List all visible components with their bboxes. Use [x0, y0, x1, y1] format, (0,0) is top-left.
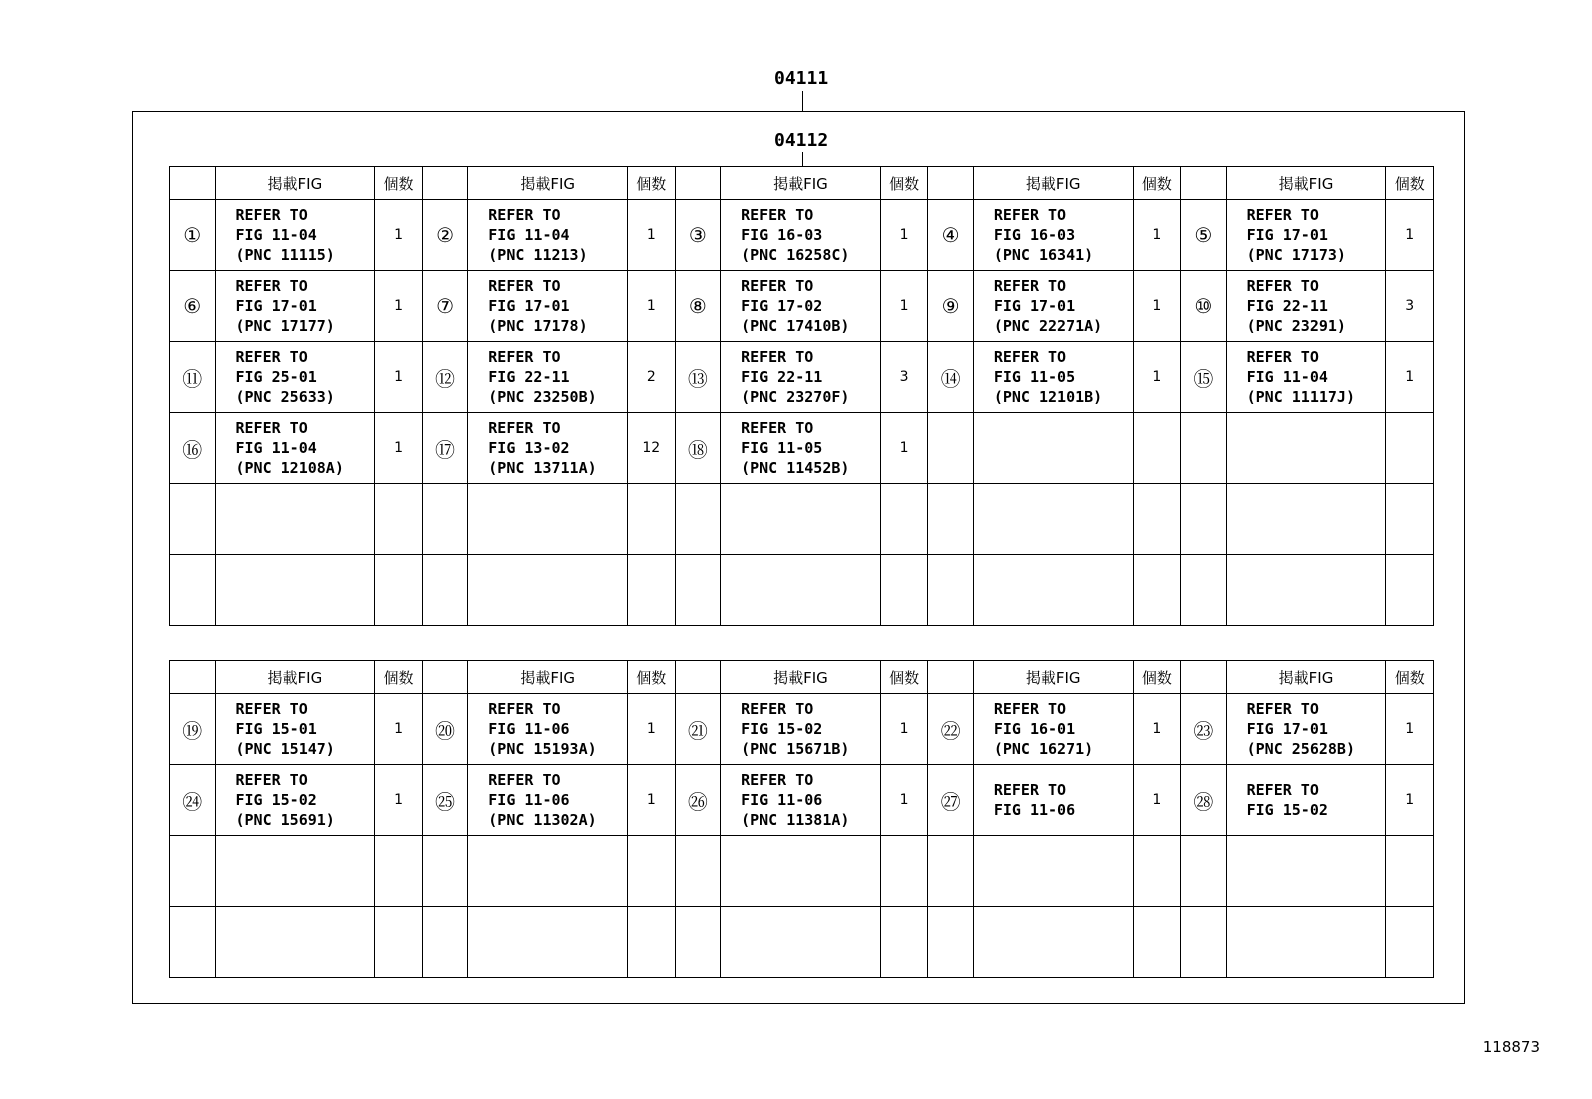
fig-reference — [973, 484, 1133, 555]
item-number: ⑭ — [928, 342, 974, 413]
item-number — [1181, 836, 1227, 907]
item-number — [675, 907, 721, 978]
item-number: ㉕ — [422, 765, 468, 836]
item-number: ⑦ — [422, 271, 468, 342]
header-fig: 掲載FIG — [721, 661, 881, 694]
fig-reference — [468, 694, 628, 765]
reference-line: REFER TO — [235, 277, 308, 295]
fig-reference — [215, 271, 375, 342]
fig-reference — [1226, 484, 1386, 555]
quantity: 1 — [1386, 200, 1434, 271]
item-number: ③ — [675, 200, 721, 271]
reference-line: (PNC 11452B) — [741, 459, 850, 477]
item-number — [1181, 413, 1227, 484]
quantity: 1 — [628, 694, 676, 765]
reference-line: REFER TO — [488, 348, 561, 366]
item-number: ㉑ — [675, 694, 721, 765]
reference-line: (PNC 25633) — [235, 388, 335, 406]
reference-line: REFER TO — [1246, 700, 1319, 718]
reference-line: REFER TO — [488, 419, 561, 437]
header-blank — [928, 661, 974, 694]
fig-reference — [973, 765, 1133, 836]
reference-line: REFER TO — [235, 700, 308, 718]
reference-line: REFER TO — [741, 771, 814, 789]
fig-reference — [973, 271, 1133, 342]
quantity — [628, 555, 676, 626]
item-number — [1181, 907, 1227, 978]
fig-reference — [215, 907, 375, 978]
reference-line: (PNC 15691) — [235, 811, 335, 829]
reference-line: FIG 16-03 — [993, 226, 1076, 244]
fig-reference — [721, 907, 881, 978]
table-row — [170, 342, 1434, 413]
table-row — [170, 200, 1434, 271]
fig-reference — [973, 907, 1133, 978]
quantity — [1133, 907, 1181, 978]
item-number — [170, 555, 216, 626]
reference-line: (PNC 15193A) — [488, 740, 597, 758]
quantity: 1 — [628, 200, 676, 271]
quantity — [628, 836, 676, 907]
item-number: ⑲ — [170, 694, 216, 765]
item-number: ⑨ — [928, 271, 974, 342]
fig-reference — [1226, 836, 1386, 907]
item-number — [422, 555, 468, 626]
reference-line: REFER TO — [741, 700, 814, 718]
reference-line: FIG 16-01 — [993, 720, 1076, 738]
table-row — [170, 907, 1434, 978]
item-number — [1181, 555, 1227, 626]
quantity: 3 — [1386, 271, 1434, 342]
quantity: 3 — [880, 342, 928, 413]
header-blank — [422, 661, 468, 694]
quantity — [628, 907, 676, 978]
item-number — [928, 907, 974, 978]
item-number — [928, 555, 974, 626]
reference-line: FIG 15-01 — [235, 720, 317, 738]
item-number: ⑥ — [170, 271, 216, 342]
header-blank — [1181, 167, 1227, 200]
reference-line: FIG 17-01 — [1246, 720, 1328, 738]
reference-line: REFER TO — [993, 277, 1067, 295]
item-number: ㉗ — [928, 765, 974, 836]
header-fig: 掲載FIG — [1226, 167, 1386, 200]
reference-line: (PNC 16271) — [993, 740, 1094, 758]
fig-reference — [973, 413, 1133, 484]
fig-reference — [1226, 271, 1386, 342]
item-number — [675, 484, 721, 555]
quantity — [375, 907, 423, 978]
quantity — [880, 907, 928, 978]
header-qty: 個数 — [628, 661, 676, 694]
reference-line: FIG 17-01 — [993, 297, 1076, 315]
header-qty: 個数 — [1386, 167, 1434, 200]
fig-reference — [721, 413, 881, 484]
item-number — [928, 836, 974, 907]
header-qty: 個数 — [880, 167, 928, 200]
quantity: 1 — [375, 342, 423, 413]
item-number: ② — [422, 200, 468, 271]
item-number: ⑬ — [675, 342, 721, 413]
quantity: 1 — [628, 271, 676, 342]
reference-line: (PNC 15671B) — [741, 740, 850, 758]
quantity — [375, 555, 423, 626]
header-fig: 掲載FIG — [468, 661, 628, 694]
fig-reference — [973, 342, 1133, 413]
quantity: 1 — [375, 694, 423, 765]
fig-reference — [468, 555, 628, 626]
quantity — [1386, 836, 1434, 907]
item-number — [675, 555, 721, 626]
quantity — [1386, 555, 1434, 626]
reference-line: REFER TO — [235, 419, 308, 437]
reference-line: (PNC 15147) — [235, 740, 335, 758]
reference-line: (PNC 23291) — [1246, 317, 1346, 335]
header-row — [170, 167, 1434, 200]
quantity — [880, 484, 928, 555]
fig-reference — [468, 836, 628, 907]
reference-line: REFER TO — [488, 206, 561, 224]
reference-line: REFER TO — [488, 700, 561, 718]
parts-table-top — [169, 166, 1434, 626]
quantity: 1 — [375, 765, 423, 836]
item-number: ㉔ — [170, 765, 216, 836]
fig-reference — [1226, 765, 1386, 836]
quantity: 1 — [1133, 765, 1181, 836]
reference-line: FIG 15-02 — [235, 791, 317, 809]
item-number: ⑱ — [675, 413, 721, 484]
reference-line: FIG 25-01 — [235, 368, 317, 386]
quantity: 12 — [628, 413, 676, 484]
fig-reference — [468, 484, 628, 555]
item-number: ⑰ — [422, 413, 468, 484]
reference-line: FIG 11-05 — [993, 368, 1076, 386]
item-number — [928, 413, 974, 484]
quantity — [628, 484, 676, 555]
reference-line: FIG 11-05 — [741, 439, 823, 457]
reference-line: (PNC 12101B) — [993, 388, 1103, 406]
reference-line: FIG 13-02 — [488, 439, 570, 457]
item-number: ㉓ — [1181, 694, 1227, 765]
item-number: ⑫ — [422, 342, 468, 413]
reference-line: (PNC 11381A) — [741, 811, 850, 829]
item-number — [928, 484, 974, 555]
table-row — [170, 555, 1434, 626]
table-row — [170, 694, 1434, 765]
fig-reference — [1226, 694, 1386, 765]
reference-line: REFER TO — [741, 419, 814, 437]
reference-line: FIG 17-02 — [741, 297, 823, 315]
fig-reference — [973, 200, 1133, 271]
reference-line: FIG 11-06 — [488, 720, 570, 738]
reference-line: REFER TO — [1246, 277, 1319, 295]
fig-reference — [468, 271, 628, 342]
header-fig: 掲載FIG — [973, 661, 1133, 694]
header-qty: 個数 — [1386, 661, 1434, 694]
item-number: ⑳ — [422, 694, 468, 765]
fig-reference — [215, 484, 375, 555]
quantity — [1386, 907, 1434, 978]
reference-line: REFER TO — [235, 206, 308, 224]
fig-reference — [1226, 907, 1386, 978]
reference-line: REFER TO — [741, 277, 814, 295]
item-number — [170, 907, 216, 978]
reference-line: FIG 16-03 — [741, 226, 823, 244]
fig-reference — [468, 413, 628, 484]
quantity: 1 — [880, 200, 928, 271]
quantity — [1133, 836, 1181, 907]
reference-line: (PNC 22271A) — [993, 317, 1103, 335]
reference-line: (PNC 13711A) — [488, 459, 597, 477]
outer-code-leader-line — [802, 91, 803, 111]
inner-assembly-code: 04112 — [774, 130, 829, 151]
fig-reference — [721, 694, 881, 765]
reference-line: REFER TO — [488, 771, 561, 789]
reference-line: FIG 22-11 — [1246, 297, 1328, 315]
reference-line: (PNC 16258C) — [741, 246, 850, 264]
reference-line: FIG 11-06 — [993, 801, 1076, 819]
reference-line: REFER TO — [488, 277, 561, 295]
inner-code-leader-line — [802, 152, 803, 166]
fig-reference — [721, 765, 881, 836]
figure-id: 118873 — [1482, 1038, 1540, 1056]
header-fig: 掲載FIG — [468, 167, 628, 200]
reference-line: FIG 22-11 — [488, 368, 570, 386]
fig-reference — [721, 836, 881, 907]
quantity — [375, 484, 423, 555]
header-fig: 掲載FIG — [973, 167, 1133, 200]
reference-line: FIG 11-04 — [1246, 368, 1328, 386]
reference-line: REFER TO — [1246, 781, 1319, 799]
quantity: 1 — [375, 200, 423, 271]
quantity — [1386, 484, 1434, 555]
fig-reference — [215, 413, 375, 484]
fig-reference — [468, 200, 628, 271]
reference-line: REFER TO — [993, 206, 1067, 224]
header-qty: 個数 — [1133, 661, 1181, 694]
fig-reference — [721, 342, 881, 413]
reference-line: REFER TO — [235, 348, 308, 366]
reference-line: FIG 17-01 — [235, 297, 317, 315]
quantity — [1386, 413, 1434, 484]
table-row — [170, 484, 1434, 555]
item-number: ⑧ — [675, 271, 721, 342]
reference-line: FIG 11-06 — [488, 791, 570, 809]
reference-line: FIG 17-01 — [1246, 226, 1328, 244]
fig-reference — [973, 836, 1133, 907]
reference-line: (PNC 12108A) — [235, 459, 344, 477]
fig-reference — [215, 342, 375, 413]
reference-line: (PNC 23250B) — [488, 388, 597, 406]
quantity: 1 — [880, 413, 928, 484]
header-blank — [928, 167, 974, 200]
fig-reference — [468, 907, 628, 978]
item-number — [422, 907, 468, 978]
header-fig: 掲載FIG — [1226, 661, 1386, 694]
header-blank — [422, 167, 468, 200]
fig-reference — [215, 765, 375, 836]
quantity: 2 — [628, 342, 676, 413]
item-number: ㉖ — [675, 765, 721, 836]
reference-line: (PNC 11302A) — [488, 811, 597, 829]
quantity: 1 — [880, 765, 928, 836]
item-number: ㉘ — [1181, 765, 1227, 836]
header-qty: 個数 — [1133, 167, 1181, 200]
quantity: 1 — [1386, 694, 1434, 765]
reference-line: REFER TO — [993, 781, 1067, 799]
item-number: ㉒ — [928, 694, 974, 765]
item-number: ⑪ — [170, 342, 216, 413]
reference-line: FIG 15-02 — [741, 720, 823, 738]
reference-line: (PNC 16341) — [993, 246, 1094, 264]
reference-line: REFER TO — [235, 771, 308, 789]
table-row — [170, 413, 1434, 484]
reference-line: FIG 11-06 — [741, 791, 823, 809]
table-row — [170, 836, 1434, 907]
item-number: ④ — [928, 200, 974, 271]
reference-line: (PNC 17173) — [1246, 246, 1346, 264]
reference-line: REFER TO — [993, 700, 1067, 718]
table-row — [170, 765, 1434, 836]
quantity: 1 — [880, 271, 928, 342]
fig-reference — [215, 200, 375, 271]
reference-line: FIG 11-04 — [235, 226, 317, 244]
quantity: 1 — [880, 694, 928, 765]
fig-reference — [215, 555, 375, 626]
header-fig: 掲載FIG — [215, 167, 375, 200]
quantity: 1 — [1133, 200, 1181, 271]
quantity: 1 — [1133, 694, 1181, 765]
fig-reference — [973, 694, 1133, 765]
fig-reference — [721, 484, 881, 555]
header-qty: 個数 — [628, 167, 676, 200]
quantity: 1 — [1386, 342, 1434, 413]
fig-reference — [215, 694, 375, 765]
reference-line: FIG 15-02 — [1246, 801, 1328, 819]
reference-line: REFER TO — [741, 348, 814, 366]
parts-table-bottom — [169, 660, 1434, 978]
reference-line: FIG 22-11 — [741, 368, 823, 386]
reference-line: REFER TO — [741, 206, 814, 224]
outer-assembly-code: 04111 — [774, 68, 829, 89]
fig-reference — [1226, 200, 1386, 271]
quantity — [375, 836, 423, 907]
item-number — [170, 484, 216, 555]
item-number: ⑯ — [170, 413, 216, 484]
quantity — [1133, 484, 1181, 555]
item-number — [422, 836, 468, 907]
reference-line: (PNC 11213) — [488, 246, 588, 264]
fig-reference — [468, 765, 628, 836]
fig-reference — [721, 555, 881, 626]
header-row — [170, 661, 1434, 694]
header-qty: 個数 — [375, 661, 423, 694]
header-qty: 個数 — [880, 661, 928, 694]
header-blank — [675, 167, 721, 200]
quantity: 1 — [1386, 765, 1434, 836]
quantity — [880, 836, 928, 907]
reference-line: (PNC 25628B) — [1246, 740, 1355, 758]
fig-reference — [1226, 555, 1386, 626]
header-fig: 掲載FIG — [215, 661, 375, 694]
table-row — [170, 271, 1434, 342]
fig-reference — [721, 200, 881, 271]
fig-reference — [1226, 342, 1386, 413]
item-number — [170, 836, 216, 907]
fig-reference — [721, 271, 881, 342]
fig-reference — [1226, 413, 1386, 484]
quantity — [1133, 413, 1181, 484]
header-blank — [170, 167, 216, 200]
reference-line: (PNC 17178) — [488, 317, 588, 335]
quantity: 1 — [628, 765, 676, 836]
header-qty: 個数 — [375, 167, 423, 200]
reference-line: FIG 11-04 — [488, 226, 570, 244]
header-blank — [170, 661, 216, 694]
item-number — [422, 484, 468, 555]
item-number — [1181, 484, 1227, 555]
reference-line: REFER TO — [993, 348, 1067, 366]
reference-line: FIG 17-01 — [488, 297, 570, 315]
quantity: 1 — [375, 271, 423, 342]
reference-line: FIG 11-04 — [235, 439, 317, 457]
quantity — [880, 555, 928, 626]
item-number: ① — [170, 200, 216, 271]
reference-line: (PNC 11115) — [235, 246, 335, 264]
fig-reference — [468, 342, 628, 413]
quantity — [1133, 555, 1181, 626]
reference-line: (PNC 23270F) — [741, 388, 850, 406]
quantity: 1 — [375, 413, 423, 484]
header-fig: 掲載FIG — [721, 167, 881, 200]
reference-line: (PNC 17177) — [235, 317, 335, 335]
item-number: ⑮ — [1181, 342, 1227, 413]
reference-line: REFER TO — [1246, 206, 1319, 224]
reference-line: (PNC 17410B) — [741, 317, 850, 335]
item-number: ⑩ — [1181, 271, 1227, 342]
header-blank — [675, 661, 721, 694]
fig-reference — [215, 836, 375, 907]
item-number — [675, 836, 721, 907]
quantity: 1 — [1133, 271, 1181, 342]
item-number: ⑤ — [1181, 200, 1227, 271]
reference-line: (PNC 11117J) — [1246, 388, 1355, 406]
quantity: 1 — [1133, 342, 1181, 413]
header-blank — [1181, 661, 1227, 694]
reference-line: REFER TO — [1246, 348, 1319, 366]
fig-reference — [973, 555, 1133, 626]
